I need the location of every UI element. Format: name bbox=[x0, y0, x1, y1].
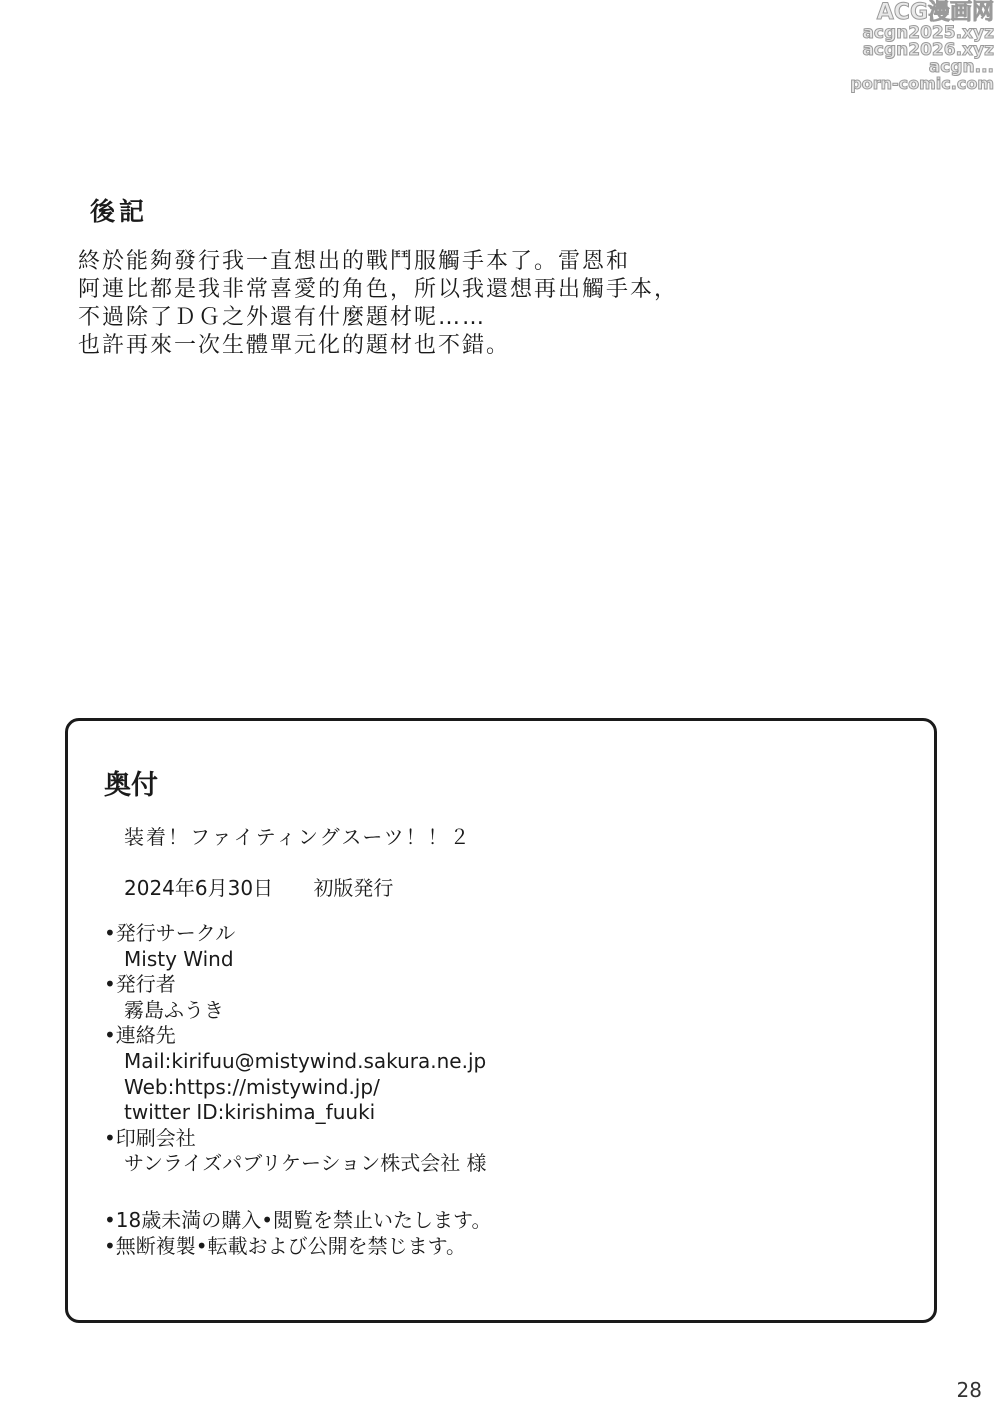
watermark-line: acgn... bbox=[928, 57, 994, 77]
afterword-text bbox=[78, 248, 778, 360]
publication-date-row bbox=[124, 872, 393, 901]
circle-label: •発行サークル bbox=[104, 921, 236, 945]
work-title: 装着！ファイティングスーツ！！２ bbox=[124, 825, 472, 849]
afterword-heading: 後記 bbox=[90, 197, 149, 226]
publication-date: 2024年6月30日 bbox=[124, 876, 274, 900]
publisher-label: •発行者 bbox=[104, 972, 176, 997]
circle-name: Misty Wind bbox=[124, 946, 234, 971]
age-restriction-notice: •18歳未満の購入•閲覧を禁止いたします。 bbox=[104, 1208, 492, 1232]
page-number: 28 bbox=[956, 1378, 982, 1402]
watermark-line: porn-comic.com bbox=[850, 74, 994, 93]
watermark-line: ACG漫画网 bbox=[876, 0, 994, 25]
contact-mail: Mail:kirifuu@mistywind.sakura.ne.jp bbox=[124, 1048, 487, 1073]
publisher-name: 霧島ふうき bbox=[124, 997, 224, 1022]
site-watermark bbox=[844, 2, 994, 92]
afterword-line: 不過除了ＤＧ之外還有什麼題材呢…… bbox=[78, 305, 487, 330]
printer-label: •印刷会社 bbox=[104, 1125, 196, 1150]
watermark-line: acgn2025.xyz bbox=[862, 23, 994, 43]
afterword-line: 阿連比都是我非常喜愛的角色，所以我還想再出觸手本， bbox=[78, 277, 679, 302]
contact-web: Web:https://mistywind.jp/ bbox=[124, 1074, 380, 1099]
publication-info bbox=[104, 921, 487, 1177]
contact-twitter: twitter ID:kirishima_fuuki bbox=[124, 1100, 376, 1125]
afterword-line: 終於能夠發行我一直想出的戰鬥服觸手本了。雷恩和 bbox=[78, 249, 631, 274]
watermark-line: acgn2026.xyz bbox=[862, 40, 994, 60]
edition-label: 初版発行 bbox=[313, 876, 394, 900]
copyright-notice: •無断複製•転載および公開を禁じます。 bbox=[104, 1234, 466, 1258]
notices bbox=[104, 1207, 491, 1259]
colophon-box bbox=[65, 718, 937, 1323]
afterword-line: 也許再來一次生體單元化的題材也不錯。 bbox=[78, 333, 511, 358]
colophon-heading: 奥付 bbox=[104, 770, 158, 801]
printer-name: サンライズパブリケーション株式会社 様 bbox=[124, 1151, 487, 1176]
contact-label: •連絡先 bbox=[104, 1023, 176, 1048]
